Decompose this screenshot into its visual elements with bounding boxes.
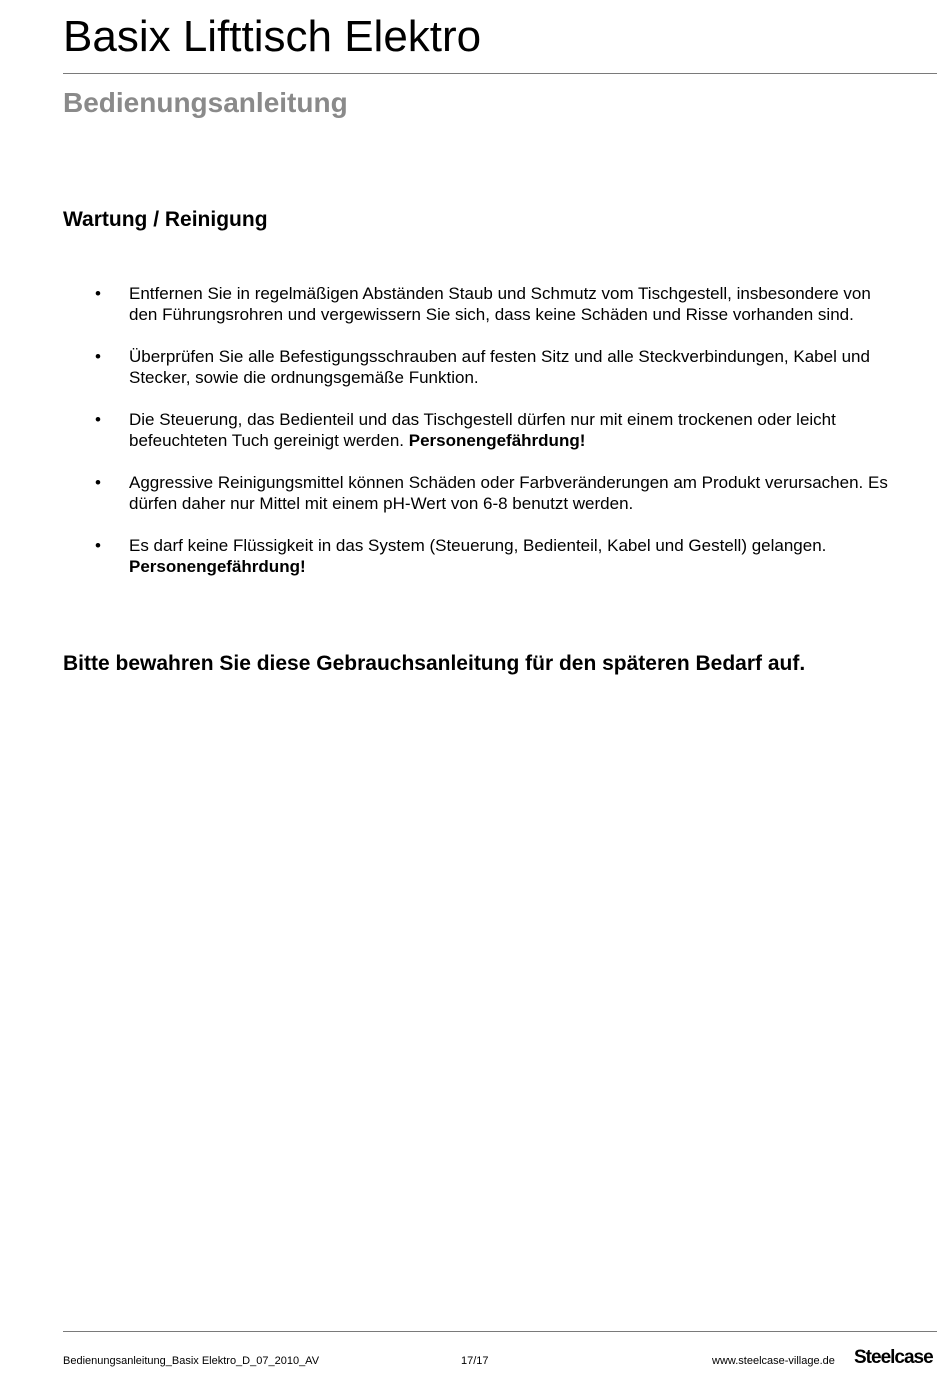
- footer-page-number: 17/17: [461, 1355, 489, 1367]
- footer-website: www.steelcase-village.de: [712, 1355, 835, 1367]
- closing-note: Bitte bewahren Sie diese Gebrauchsanleitung für den späteren Bedarf auf.: [63, 652, 806, 675]
- list-item-text: Entfernen Sie in regelmäßigen Abständen Staub und Schmutz vom Tischgestell, insbesondere von den Führungsrohren und vergewissern Sie sich, dass keine Schäden und Risse vorhanden sind.: [129, 284, 871, 324]
- list-item: [63, 536, 893, 577]
- bullet-icon: •: [95, 473, 101, 492]
- steelcase-logo: Steelcase: [854, 1347, 933, 1368]
- header-divider: [63, 73, 937, 74]
- bullet-icon: •: [95, 284, 101, 303]
- bullet-icon: •: [95, 410, 101, 429]
- list-item: [63, 473, 893, 514]
- footer-document-id: Bedienungsanleitung_Basix Elektro_D_07_2010_AV: [63, 1355, 320, 1367]
- list-item: [63, 284, 893, 325]
- warning-text: Personengefährdung!: [129, 556, 306, 576]
- document-title: Basix Lifttisch Elektro: [63, 12, 482, 61]
- list-item-text: Überprüfen Sie alle Befestigungsschrauben auf festen Sitz und alle Steckverbindungen, Kabel und Stecker, sowie die ordnungsgemäße Funktion.: [129, 347, 870, 387]
- list-item: [63, 347, 893, 388]
- footer-divider: [63, 1331, 937, 1332]
- section-heading: Wartung / Reinigung: [63, 208, 268, 231]
- document-subtitle: Bedienungsanleitung: [63, 87, 348, 118]
- bullet-icon: •: [95, 536, 101, 555]
- list-item-text: Die Steuerung, das Bedienteil und das Tischgestell dürfen nur mit einem trockenen oder leicht befeuchteten Tuch gereinigt werden.: [129, 410, 836, 450]
- bullet-icon: •: [95, 347, 101, 366]
- maintenance-list: [63, 284, 893, 599]
- list-item: [63, 410, 893, 451]
- list-item-text: Es darf keine Flüssigkeit in das System (Steuerung, Bedienteil, Kabel und Gestell) gelangen.: [129, 536, 827, 555]
- warning-text: Personengefährdung!: [408, 430, 586, 450]
- list-item-text: Aggressive Reinigungsmittel können Schäden oder Farbveränderungen am Produkt verursachen. Es dürfen daher nur Mittel mit einem pH-Wert von 6-8 benutzt werden.: [129, 473, 888, 513]
